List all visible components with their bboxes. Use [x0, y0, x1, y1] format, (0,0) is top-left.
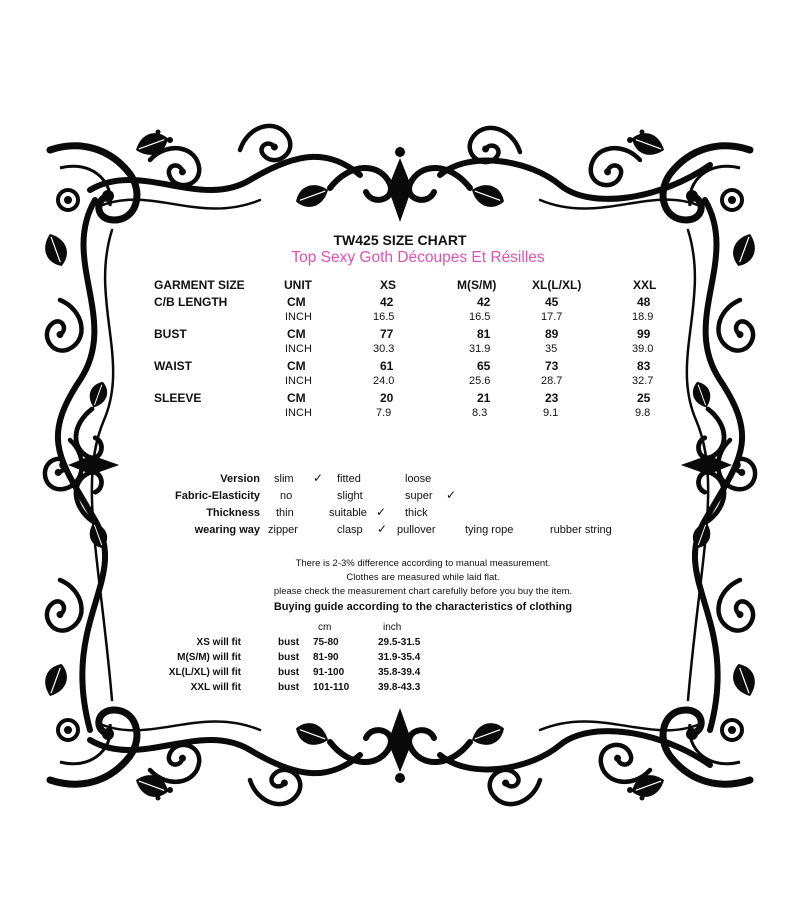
table-cell: 61 — [380, 359, 394, 373]
table-cell: bust — [278, 667, 300, 678]
unit-cm: CM — [287, 359, 306, 373]
guide-header-cm: cm — [318, 622, 332, 633]
check-icon: ✓ — [377, 522, 388, 536]
attr-label-wearing-way: wearing way — [194, 524, 260, 536]
attr-label-elasticity: Fabric-Elasticity — [175, 490, 260, 502]
table-cell: 75-80 — [313, 637, 339, 648]
table-cell: 7.9 — [376, 407, 392, 419]
note-laid-flat: Clothes are measured while laid flat. — [346, 572, 500, 583]
table-cell: 16.5 — [373, 311, 395, 323]
table-cell: 9.8 — [635, 407, 651, 419]
unit-inch: INCH — [285, 407, 312, 419]
table-cell: 25.6 — [469, 375, 491, 387]
option-slim: slim — [274, 473, 294, 485]
table-cell: 48 — [637, 295, 651, 309]
note-check-chart: please check the measurement chart carefully before you buy the item. — [273, 586, 573, 597]
table-cell: 42 — [477, 295, 491, 309]
option-super: super — [405, 490, 433, 502]
table-cell: 39.8-43.3 — [378, 682, 421, 693]
table-cell: 9.1 — [543, 407, 559, 419]
table-cell: 30.3 — [373, 343, 395, 355]
row-label-length: C/B LENGTH — [154, 295, 228, 309]
unit-inch: INCH — [285, 375, 312, 387]
page-title: TW425 SIZE CHART — [333, 232, 467, 248]
table-cell: 101-110 — [313, 682, 350, 693]
table-cell: bust — [278, 637, 300, 648]
table-cell: 99 — [637, 327, 651, 341]
table-cell: 16.5 — [469, 311, 491, 323]
option-pullover: pullover — [397, 524, 436, 536]
table-cell: 42 — [380, 295, 394, 309]
table-cell: 31.9-35.4 — [378, 652, 421, 663]
option-clasp: clasp — [337, 524, 363, 536]
table-cell: 83 — [637, 359, 651, 373]
check-icon: ✓ — [376, 505, 387, 519]
guide-row-label: XS will fit — [196, 637, 241, 648]
option-no: no — [280, 490, 293, 502]
header-size-xxl: XXL — [633, 278, 657, 292]
header-size-xl: XL(L/XL) — [532, 278, 582, 292]
row-label-bust: BUST — [154, 327, 187, 341]
table-cell: 35 — [545, 343, 558, 355]
table-cell: bust — [278, 682, 300, 693]
table-cell: 65 — [477, 359, 491, 373]
option-thin: thin — [276, 507, 294, 519]
table-cell: 28.7 — [541, 375, 563, 387]
check-icon: ✓ — [313, 471, 324, 485]
option-slight: slight — [337, 490, 363, 502]
table-cell: 23 — [545, 391, 559, 405]
row-label-waist: WAIST — [154, 359, 192, 373]
check-icon: ✓ — [446, 488, 457, 502]
table-cell: 39.0 — [632, 343, 654, 355]
option-zipper: zipper — [268, 524, 298, 536]
table-cell: 89 — [545, 327, 559, 341]
unit-inch: INCH — [285, 311, 312, 323]
header-size-xs: XS — [380, 278, 397, 292]
table-cell: 20 — [380, 391, 394, 405]
table-cell: bust — [278, 652, 300, 663]
table-cell: 31.9 — [469, 343, 491, 355]
table-cell: 8.3 — [472, 407, 488, 419]
table-cell: 81-90 — [313, 652, 339, 663]
table-cell: 18.9 — [632, 311, 654, 323]
option-fitted: fitted — [337, 473, 361, 485]
table-cell: 45 — [545, 295, 559, 309]
table-cell: 25 — [637, 391, 651, 405]
table-cell: 24.0 — [373, 375, 395, 387]
table-cell: 17.7 — [541, 311, 563, 323]
header-unit: UNIT — [284, 278, 312, 292]
header-size-m: M(S/M) — [457, 278, 497, 292]
option-loose: loose — [405, 473, 432, 485]
attr-label-version: Version — [220, 473, 260, 485]
option-suitable: suitable — [329, 507, 367, 519]
note-measurement-difference: There is 2-3% difference according to manual measurement. — [295, 558, 551, 569]
table-cell: 77 — [380, 327, 394, 341]
attr-label-thickness: Thickness — [206, 507, 260, 519]
table-cell: 35.8-39.4 — [378, 667, 421, 678]
option-thick: thick — [405, 507, 428, 519]
guide-row-label: XL(L/XL) will fit — [168, 667, 241, 678]
unit-inch: INCH — [285, 343, 312, 355]
header-garment-size: GARMENT SIZE — [154, 278, 245, 292]
guide-header-inch: inch — [383, 622, 402, 633]
unit-cm: CM — [287, 391, 306, 405]
guide-row-label: XXL will fit — [190, 682, 241, 693]
table-cell: 73 — [545, 359, 559, 373]
table-cell: 32.7 — [632, 375, 654, 387]
guide-row-label: M(S/M) will fit — [177, 652, 241, 663]
unit-cm: CM — [287, 295, 306, 309]
table-cell: 21 — [477, 391, 491, 405]
table-cell: 91-100 — [313, 667, 345, 678]
option-tying-rope: tying rope — [465, 524, 514, 536]
unit-cm: CM — [287, 327, 306, 341]
page-subtitle: Top Sexy Goth Découpes Et Résilles — [291, 249, 545, 266]
buying-guide-title: Buying guide according to the characteristics of clothing — [273, 601, 573, 613]
option-rubber-string: rubber string — [550, 524, 612, 536]
table-cell: 81 — [477, 327, 491, 341]
row-label-sleeve: SLEEVE — [154, 391, 202, 405]
table-cell: 29.5-31.5 — [378, 637, 421, 648]
